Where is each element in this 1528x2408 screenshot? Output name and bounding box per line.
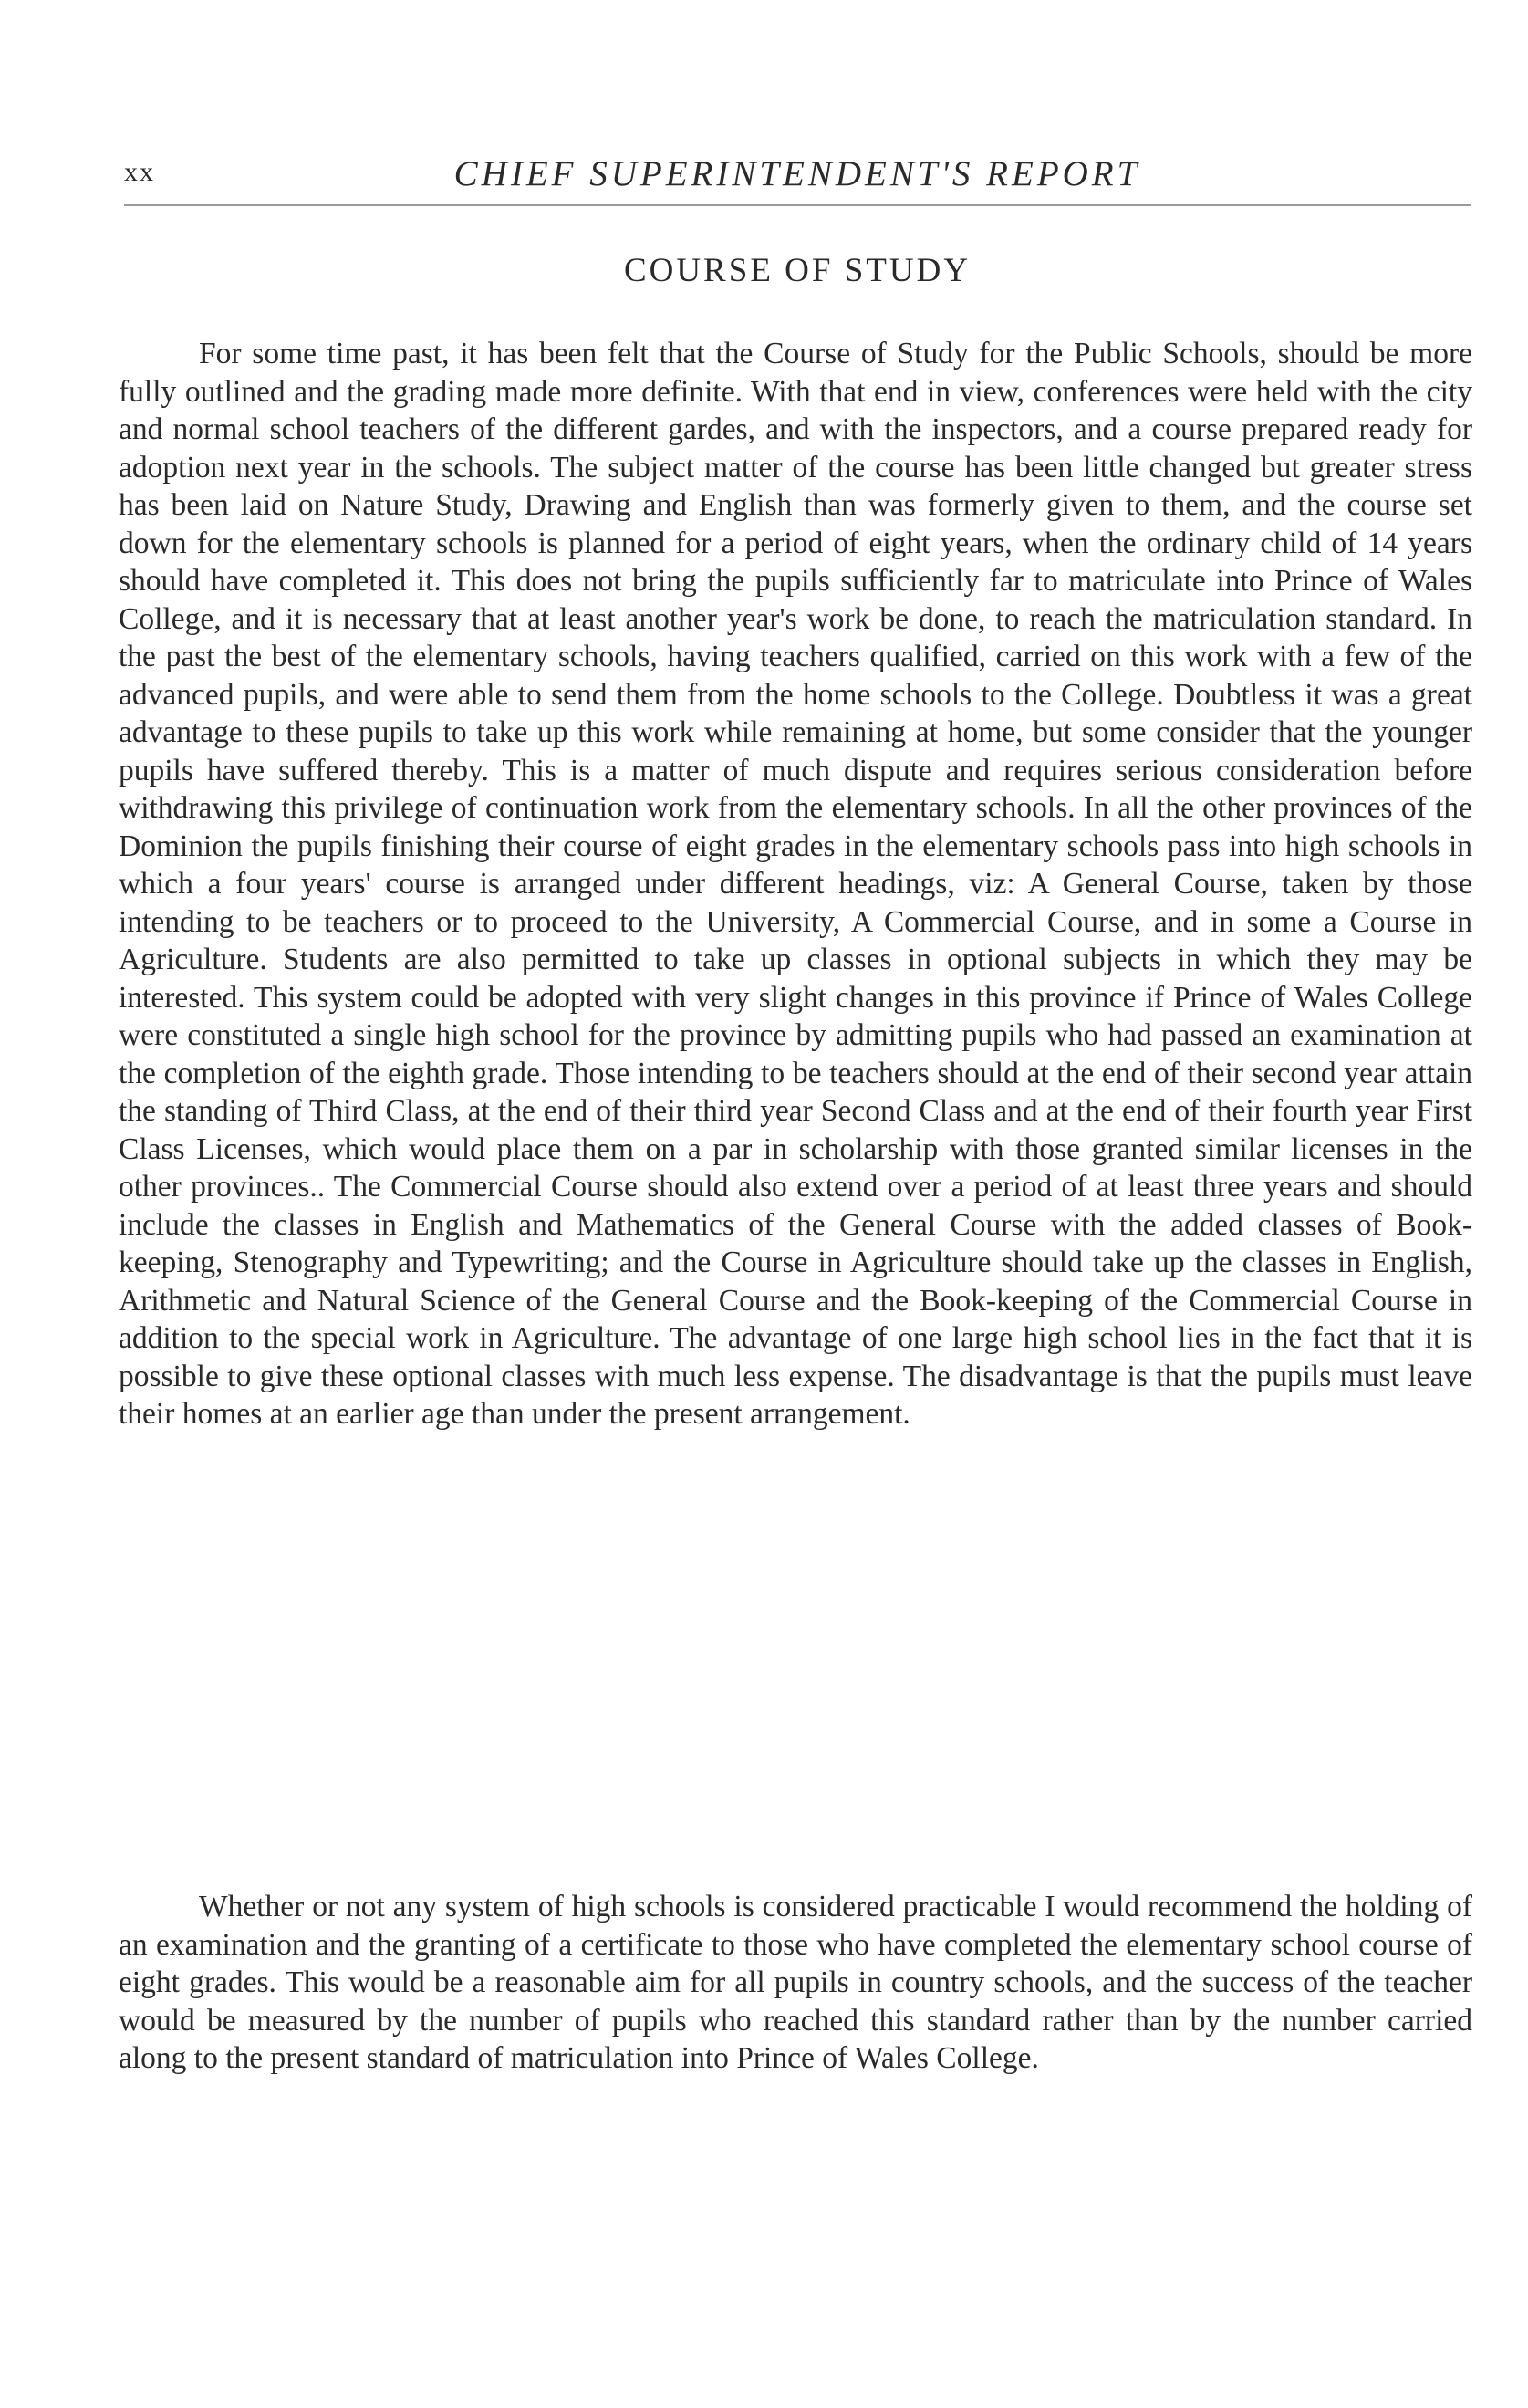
page-header (124, 153, 1471, 195)
body-paragraph: For some time past, it has been felt that the Course of Study for the Public Schools, should be more fully outlined and the grading made more definite. With that end in view, conferences were held with the city and normal school teachers of the different gardes, and with the inspectors, and a course prepared ready for adoption next year in the schools. The subject matter of the course has been little changed but greater stress has been laid on Nature Study, Drawing and English than was formerly given to them, and the course set down for the elementary schools is planned for a period of eight years, when the ordinary child of 14 years should have completed it. This does not bring the pupils sufficiently far to matriculate into Prince of Wales College, and it is necessary that at least another year's work be done, to reach the matriculation standard. In the past the best of the elementary schools, having teachers qualified, carried on this work with a few of the advanced pupils, and were able to send them from the home schools to the College. Doubtless it was a great advantage to these pupils to take up this work while remaining at home, but some consider that the younger pupils have suffered thereby. This is a matter of much dispute and requires serious consideration before withdrawing this privilege of continuation work from the elementary schools. In all the other provinces of the Dominion the pupils finishing their course of eight grades in the elementary schools pass into high schools in which a four years' course is arranged under different headings, viz: A General Course, taken by those intending to be teachers or to proceed to the University, A Commercial Course, and in some a Course in Agriculture. Students are also permitted to take up classes in optional subjects in which they may be interested. This system could be adopted with very slight changes in this province if Prince of Wales College were constituted a single high school for the province by admitting pupils who had passed an examination at the completion of the eighth grade. Those intending to be teachers should at the end of their second year attain the standing of Third Class, at the end of their third year Second Class and at the end of their fourth year First Class Licenses, which would place them on a par in scholarship with those granted similar licenses in the other provinces.. The Commercial Course should also extend over a period of at least three years and should include the classes in English and Mathematics of the General Course with the added classes of Book-keeping, Stenography and Typewriting; and the Course in Agriculture should take up the classes in English, Arithmetic and Natural Science of the General Course and the Book-keeping of the Commercial Course in addition to the special work in Agriculture. The advantage of one large high school lies in the fact that it is possible to give these optional classes with much less expense. The disadvantage is that the pupils must leave their homes at an earlier age than under the present arrangement. (119, 337, 1472, 1431)
body-paragraph: Whether or not any system of high schools is considered practicable I would recommend the holding of an examination and the granting of a certificate to those who have completed the elementary school course of eight grades. This would be a reasonable aim for all pupils in country schools, and the success of the teacher would be measured by the number of pupils who reached this standard rather than by the number carried along to the present standard of matriculation into Prince of Wales College. (119, 1890, 1472, 2075)
running-title: CHIEF SUPERINTENDENT'S REPORT (453, 154, 1141, 193)
header-rule (124, 204, 1471, 206)
page-number: xx (124, 157, 155, 187)
section-title: COURSE OF STUDY (623, 252, 972, 289)
